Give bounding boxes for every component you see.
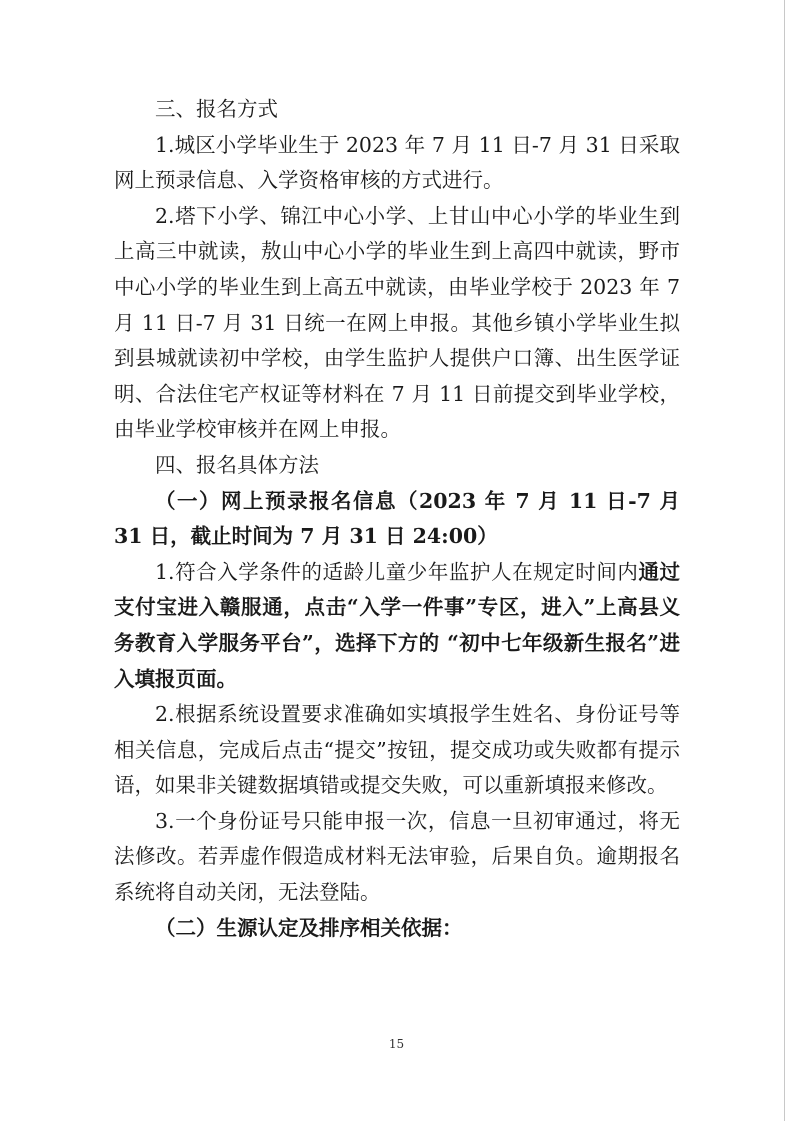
item-3-paragraph: 3.一个身份证号只能申报一次，信息一旦初审通过，将无法修改。若弄虚作假造成材料无法审验，后果自负。逾期报名系统将自动关闭，无法登陆。 — [114, 808, 680, 905]
document-body — [114, 92, 680, 946]
item-1-bold-text: 通过支付宝进入赣服通，点击“入学一件事”专区，进入”上高县义务教育入学服务平台”，选择下方的 “初中七年级新生报名”进入填报页面。 — [114, 559, 680, 691]
section-three-paragraph-1: 1.城区小学毕业生于 2023 年 7 月 11 日-7 月 31 日采取网上预录信息、入学资格审核的方式进行。 — [114, 132, 680, 193]
section-four-heading: 四、报名具体方法 — [155, 452, 319, 477]
item-1-normal-text: 1.符合入学条件的适龄儿童少年监护人在规定时间内 — [155, 559, 639, 584]
item-2-paragraph: 2.根据系统设置要求准确如实填报学生姓名、身份证号等相关信息，完成后点击“提交”按钮，提交成功或失败都有提示语，如果非关键数据填错或提交失败，可以重新填报来修改。 — [114, 702, 680, 798]
page-edge-line — [784, 0, 785, 1121]
subsection-two-heading: （二）生源认定及排序相关依据： — [155, 915, 463, 940]
subsection-one-heading: （一）网上预录报名信息（2023 年 7 月 11 日-7 月 31 日，截止时间为 7 月 31 日 24:00） — [114, 488, 680, 549]
section-three-heading: 三、报名方式 — [155, 97, 278, 121]
item-1-paragraph — [114, 555, 680, 697]
section-three-paragraph-2: 2.塔下小学、锦江中心小学、上甘山中心小学的毕业生到上高三中就读，敖山中心小学的毕业生到上高四中就读，野市中心小学的毕业生到上高五中就读，由毕业学校于 2023 年 7 月 11 日-7 月 31 日统一在网上申报。其他乡镇小学毕业生拟到县城就读初中学校，由学生监护人提供户口簿、出生医学证明、合法住宅产权证等材料在 7 月 11 日前提交到毕业学校，由毕业学校审核并在网上申报。 — [114, 203, 680, 442]
page-number: 15 — [388, 1037, 405, 1051]
